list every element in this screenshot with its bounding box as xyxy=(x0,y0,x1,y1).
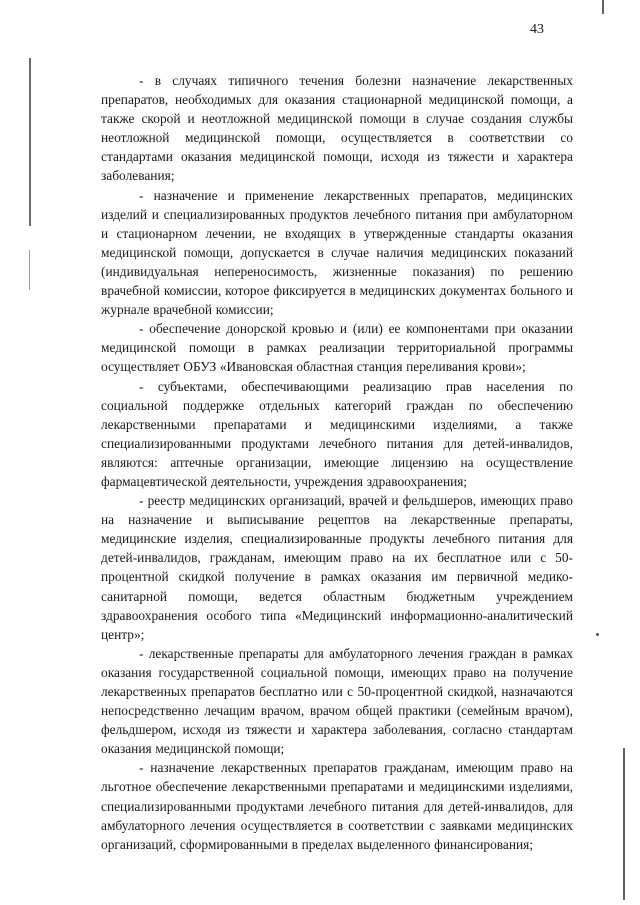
paragraph-social-support-subjects: - субъектами, обеспечивающими реализацию прав населения по социальной поддержке отдельных категорий граждан по обеспечению лекарственными препаратами и медицинскими изделиями, а также специализированными продуктами лечебного питания для детей-инвалидов, являются: аптечные организации, имеющие лицензию на осуществление фармацевтической деятельности, учреждения здравоохранения; xyxy=(101,378,573,489)
paragraph-medication-outside-standards: - назначение и применение лекарственных препаратов, медицинских изделий и специализированных продуктов лечебного питания при амбулаторном и стационарном лечении, не входящих в утвержденные стандарты оказания медицинской помощи, допускается в случае наличия медицинских показаний (индивидуальная непереносимость, жизненные показания) по решению врачебной комиссии, которое фиксируется в медицинских документах больного и журнале врачебной комиссии; xyxy=(101,187,573,318)
paragraph-outpatient-medication: - лекарственные препараты для амбулаторного лечения граждан в рамках оказания государственной социальной помощи, имеющих право на получение лекарственных препаратов бесплатно или с 50-процентной скидкой, назначаются непосредственно лечащим врачом, врачом общей практики (семейным врачом), фельдшером, исходя из тяжести и характера заболевания, согласно стандартам оказания медицинской помощи; xyxy=(101,645,573,757)
paragraph-preferential-prescriptions: - назначение лекарственных препаратов гражданам, имеющим право на льготное обеспечение лекарственными препаратами и медицинскими изделиями, специализированными продуктами лечебного питания для детей-инвалидов, для амбулаторного лечения осуществляется в соответствии с заявками медицинских организаций, сформированными в пределах выделенного финансирования; xyxy=(101,760,573,852)
document-body xyxy=(101,71,573,854)
paragraph-prescriber-registry: - реестр медицинских организаций, врачей и фельдшеров, имеющих право на назначение и выписывание рецептов на лекарственные препараты, медицинские изделия, специализированные продукты лечебного питания для детей-инвалидов, гражданам, имеющим право на их бесплатное или с 50-процентной скидкой получение в рамках оказания им первичной медико-санитарной помощи, ведется областным бюджетным учреждением здравоохранения особого типа «Медицинский информационно-аналитический центр»; xyxy=(101,493,573,642)
scan-artifact-left xyxy=(29,58,31,226)
scan-artifact-dot xyxy=(596,633,599,636)
scan-artifact-right xyxy=(623,748,625,900)
paragraph-blood-supply: - обеспечение донорской кровью и (или) ее компонентами при оказании медицинской помощи в рамках реализации территориальной программы осуществляет ОБУЗ «Ивановская областная станция переливания крови»; xyxy=(101,321,573,375)
scan-artifact-top xyxy=(602,0,604,14)
scan-artifact-left-small xyxy=(29,250,30,290)
page-number: 43 xyxy=(530,22,544,37)
paragraph-medication-typical-course: - в случаях типичного течения болезни назначение лекарственных препаратов, необходимых для оказания стационарной медицинской помощи, а также скорой и неотложной медицинской помощи в случае создания службы неотложной медицинской помощи, осуществляется в соответствии со стандартами оказания медицинской помощи, исходя из тяжести и характера заболевания; xyxy=(101,73,573,184)
